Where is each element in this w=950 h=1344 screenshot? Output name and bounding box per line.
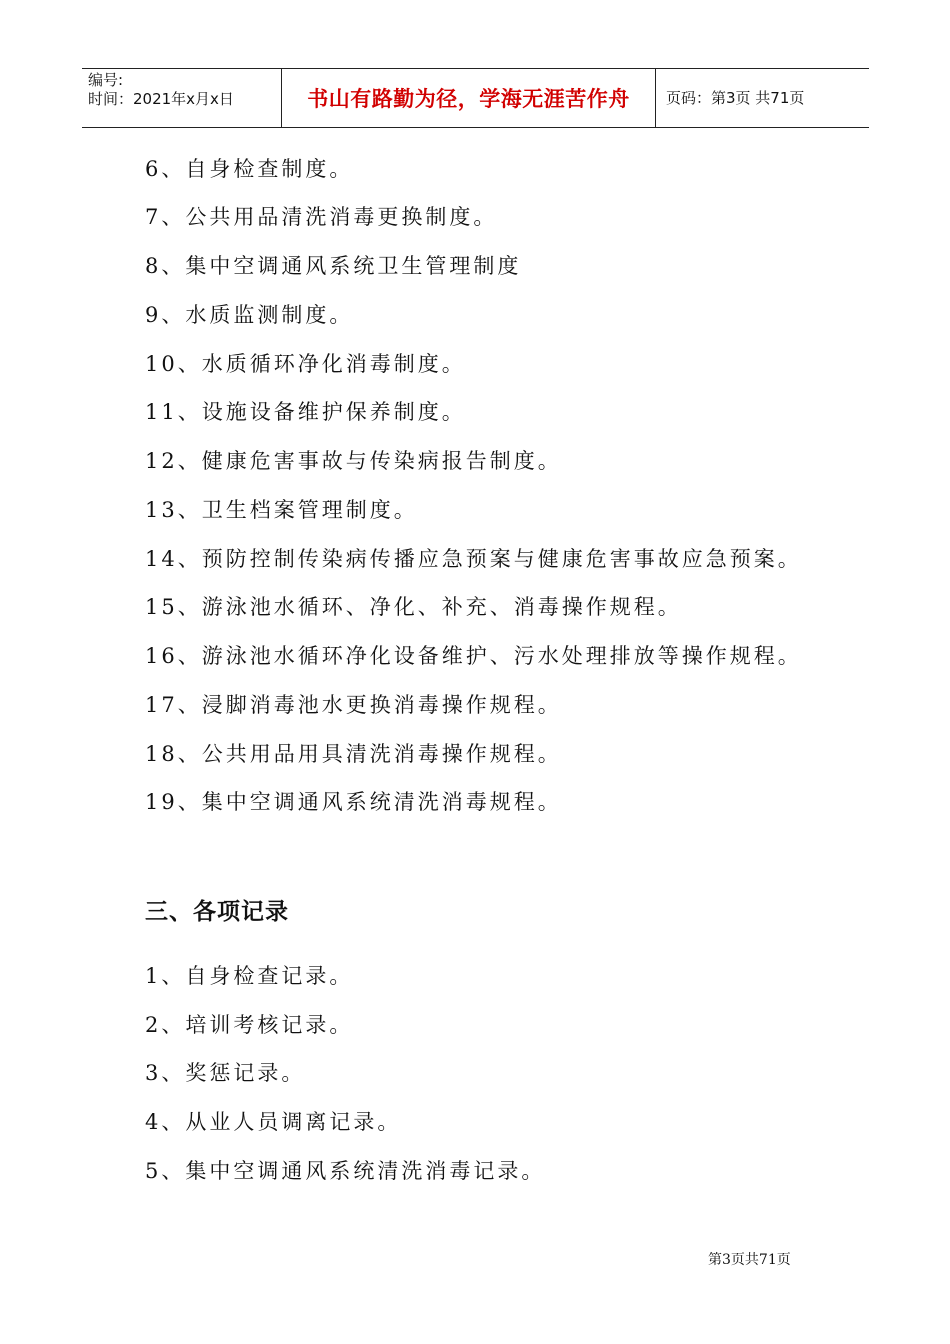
header-page-number: 页码：第3页 共71页 — [666, 88, 805, 107]
document-number-label: 编号: — [88, 71, 124, 89]
list-item: 6、自身检查制度。 — [145, 157, 354, 181]
list-item: 5、集中空调通风系统清洗消毒记录。 — [145, 1159, 546, 1183]
document-header — [82, 68, 869, 128]
page-footer: 第3页共71页 — [708, 1252, 791, 1268]
list-item: 3、奖惩记录。 — [145, 1061, 306, 1085]
list-item: 19、集中空调通风系统清洗消毒规程。 — [145, 790, 562, 814]
list-item: 18、公共用品用具清洗消毒操作规程。 — [145, 742, 562, 766]
list-item: 9、水质监测制度。 — [145, 303, 354, 327]
list-item: 4、从业人员调离记录。 — [145, 1110, 402, 1134]
list-item: 2、培训考核记录。 — [145, 1013, 354, 1037]
header-motto: 书山有路勤为径，学海无涯苦作舟 — [307, 87, 630, 111]
header-page-cell — [656, 69, 869, 127]
list-item: 13、卫生档案管理制度。 — [145, 498, 418, 522]
list-item: 11、设施设备维护保养制度。 — [145, 400, 466, 424]
list-item: 15、游泳池水循环、净化、补充、消毒操作规程。 — [145, 595, 682, 619]
list-item: 12、健康危害事故与传染病报告制度。 — [145, 449, 562, 473]
document-date-label: 时间：2021年x月x日 — [88, 90, 234, 108]
list-item: 14、预防控制传染病传播应急预案与健康危害事故应急预案。 — [145, 547, 802, 571]
header-motto-cell — [282, 69, 656, 127]
list-item: 10、水质循环净化消毒制度。 — [145, 352, 466, 376]
list-item: 8、集中空调通风系统卫生管理制度 — [145, 254, 522, 278]
list-item: 1、自身检查记录。 — [145, 964, 354, 988]
list-item: 16、游泳池水循环净化设备维护、污水处理排放等操作规程。 — [145, 644, 802, 668]
section-heading: 三、各项记录 — [145, 899, 289, 925]
list-item: 17、浸脚消毒池水更换消毒操作规程。 — [145, 693, 562, 717]
header-meta-cell — [82, 69, 282, 127]
list-item: 7、公共用品清洗消毒更换制度。 — [145, 205, 498, 229]
